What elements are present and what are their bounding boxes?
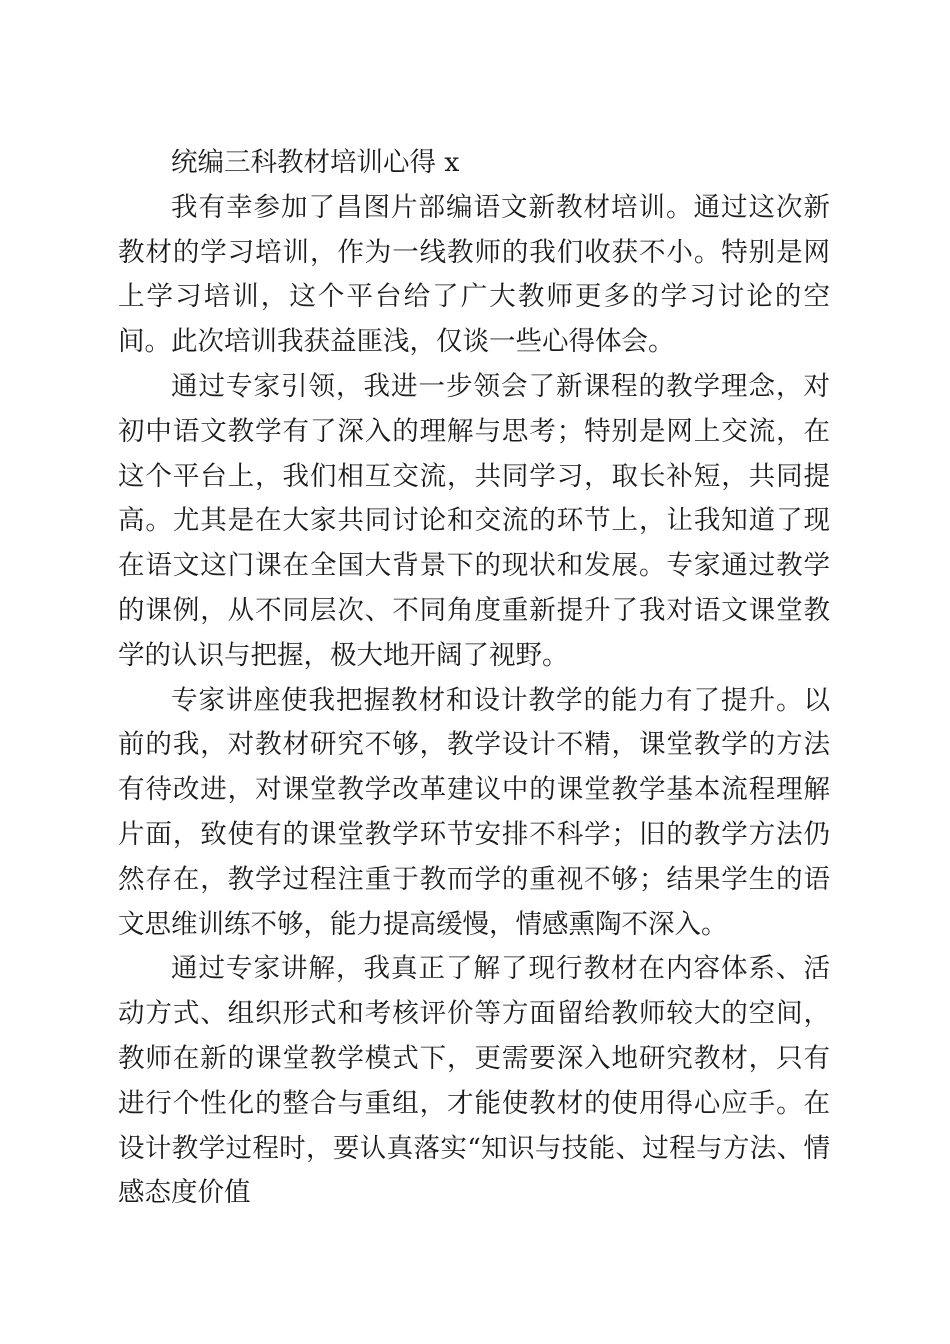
paragraph-2: 通过专家引领，我进一步领会了新课程的教学理念，对初中语文教学有了深入的理解与思考；特别是网上交流，在这个平台上，我们相互交流，共同学习，取长补短，共同提高。尤其是在大家共同讨论和交流的环节上，让我知道了现在语文这门课在全国大背景下的现状和发展。专家通过教学的课例，从不同层次、不同角度重新提升了我对语文课堂教学的认识与把握，极大地开阔了视野。: [118, 370, 830, 671]
paragraph-1: 我有幸参加了昌图片部编语文新教材培训。通过这次新教材的学习培训，作为一线教师的我们收获不小。特别是网上学习培训，这个平台给了广大教师更多的学习讨论的空间。此次培训我获益匪浅，仅谈一些心得体会。: [118, 191, 830, 358]
paragraph-4: 通过专家讲解，我真正了解了现行教材在内容体系、活动方式、组织形式和考核评价等方面留给教师较大的空间，教师在新的课堂教学模式下，更需要深入地研究教材，只有进行个性化的整合与重组，才能使教材的使用得心应手。在设计教学过程时，要认真落实“知识与技能、过程与方法、情感态度价值: [118, 953, 830, 1209]
document-body: [118, 141, 830, 1216]
paragraph-3: 专家讲座使我把握教材和设计教学的能力有了提升。以前的我，对教材研究不够，教学设计不精，课堂教学的方法有待改进，对课堂教学改革建议中的课堂教学基本流程理解片面，致使有的课堂教学环节安排不科学；旧的教学方法仍然存在，教学过程注重于教而学的重视不够；结果学生的语文思维训练不够，能力提高缓慢，情感熏陶不深入。: [118, 684, 830, 940]
document-title: 统编三科教材培训心得 x: [171, 147, 460, 178]
